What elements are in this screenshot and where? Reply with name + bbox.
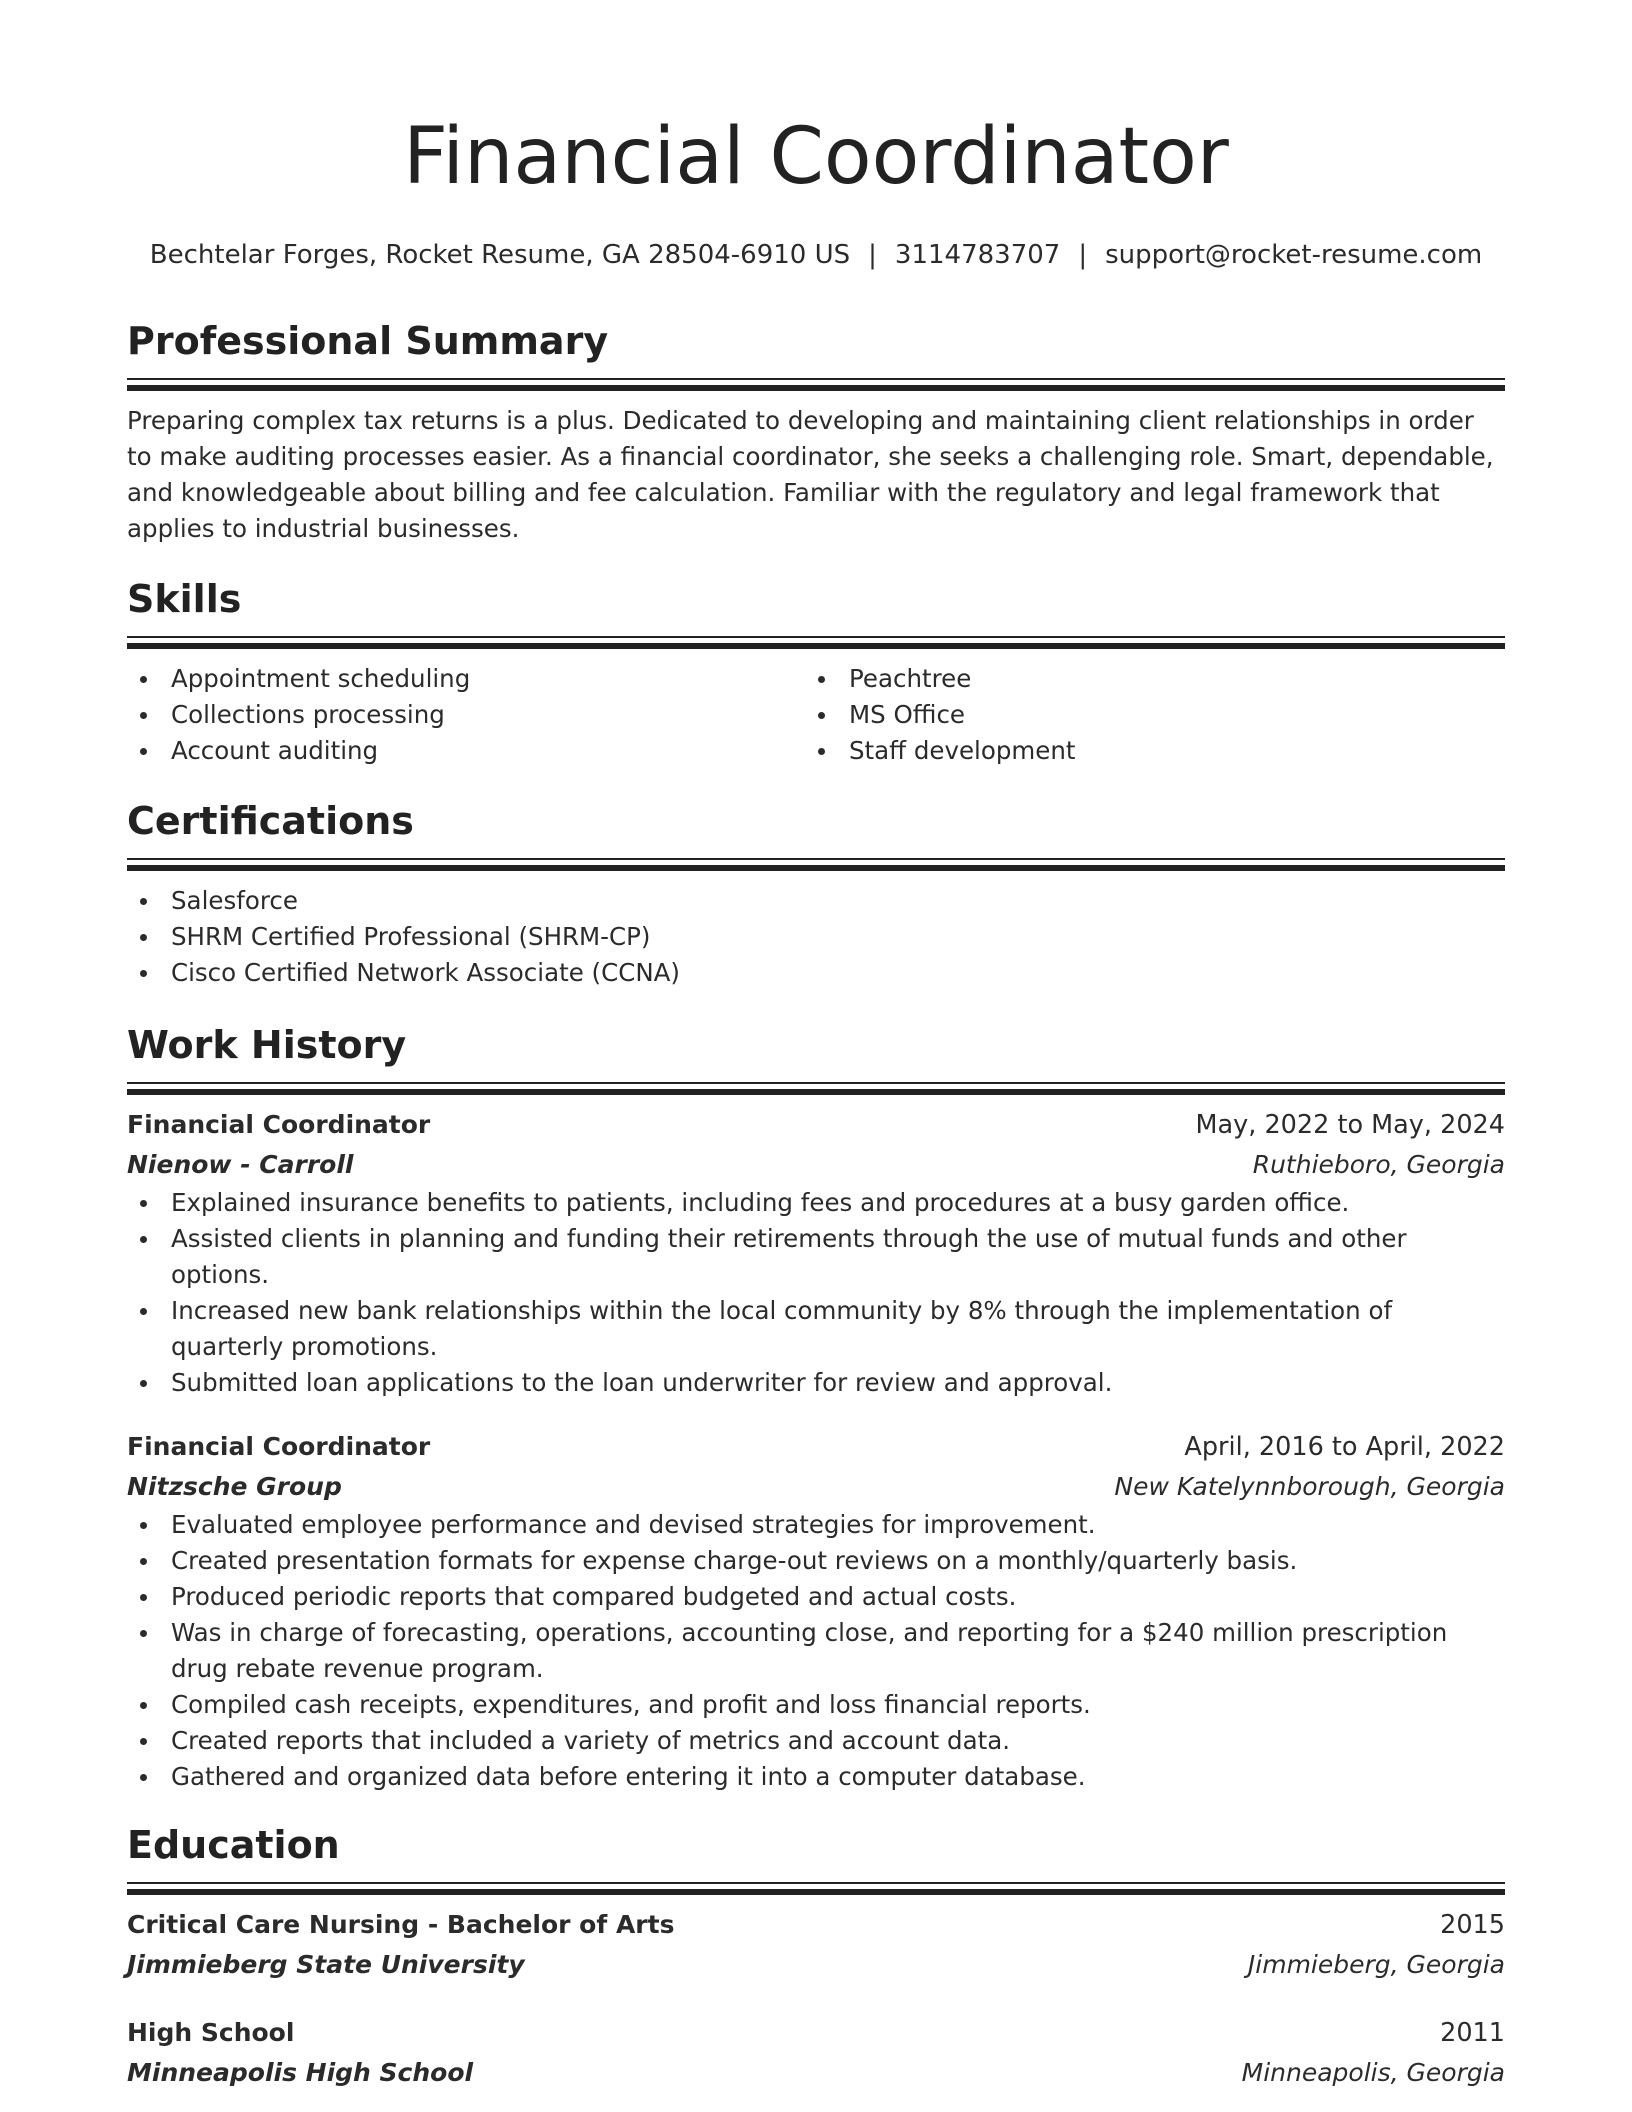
job-company: Nienow - Carroll bbox=[127, 1150, 354, 1179]
job-company-row bbox=[127, 1467, 1505, 1507]
contact-address: Bechtelar Forges, Rocket Resume, GA 28504-6910 US bbox=[149, 240, 851, 270]
education-degree: Critical Care Nursing - Bachelor of Arts bbox=[127, 1910, 675, 1939]
education-degree: High School bbox=[127, 2018, 295, 2047]
job-company-row bbox=[127, 1145, 1505, 1185]
education-heading: Education bbox=[127, 1823, 340, 1867]
section-rule-thick bbox=[127, 643, 1505, 649]
job-company: Nitzsche Group bbox=[127, 1472, 342, 1501]
section-rule-thick bbox=[127, 1889, 1505, 1895]
skills-columns bbox=[127, 661, 1505, 769]
education-school: Minneapolis High School bbox=[127, 2058, 474, 2087]
job-dates: April, 2016 to April, 2022 bbox=[1184, 1432, 1505, 1462]
skill-item: Collections processing bbox=[127, 697, 805, 733]
job-dates: May, 2022 to May, 2024 bbox=[1195, 1110, 1505, 1140]
job-bullet: Compiled cash receipts, expenditures, and profit and loss financial reports. bbox=[127, 1687, 1505, 1723]
section-rule-thick bbox=[127, 385, 1505, 391]
job-header-row bbox=[127, 1427, 1505, 1467]
skills-list-right bbox=[805, 661, 1483, 769]
education-year: 2015 bbox=[1440, 1910, 1505, 1940]
section-rule-thin bbox=[127, 1882, 1505, 1884]
job-header-row bbox=[127, 1105, 1505, 1145]
education-school-row bbox=[127, 1945, 1505, 1985]
job-bullet: Produced periodic reports that compared budgeted and actual costs. bbox=[127, 1579, 1505, 1615]
section-rule-thin bbox=[127, 858, 1505, 860]
section-rule-thick bbox=[127, 865, 1505, 871]
contact-separator: | bbox=[868, 240, 877, 270]
job-bullet: Submitted loan applications to the loan underwriter for review and approval. bbox=[127, 1365, 1505, 1401]
job-title: Financial Coordinator bbox=[127, 1432, 431, 1461]
education-header-row bbox=[127, 1905, 1505, 1945]
certifications-heading: Certifications bbox=[127, 799, 414, 843]
job-bullets bbox=[127, 1507, 1505, 1795]
skill-item: Appointment scheduling bbox=[127, 661, 805, 697]
job-location: New Katelynnborough, Georgia bbox=[1114, 1472, 1505, 1501]
job-location: Ruthieboro, Georgia bbox=[1252, 1150, 1505, 1179]
contact-separator: | bbox=[1078, 240, 1088, 270]
skills-heading: Skills bbox=[127, 577, 242, 621]
skill-item: MS Office bbox=[805, 697, 1483, 733]
section-rule-thin bbox=[127, 1082, 1505, 1084]
certification-item: Cisco Certified Network Associate (CCNA) bbox=[127, 955, 1505, 991]
education-header-row bbox=[127, 2013, 1505, 2053]
work-history-heading: Work History bbox=[127, 1023, 407, 1067]
resume-title: Financial Coordinator bbox=[403, 112, 1229, 202]
certification-item: SHRM Certified Professional (SHRM-CP) bbox=[127, 919, 1505, 955]
education-section bbox=[127, 1823, 1505, 2093]
summary-text: Preparing complex tax returns is a plus. Dedicated to developing and maintaining client relationships in order to make auditing processes easier. As a financial coordinator, she seeks a challenging role. Smart, dependable, and knowledgeable about billing and fee calculation. Familiar with the regulatory and legal framework that applies to industrial businesses. bbox=[127, 406, 1494, 543]
job-bullet: Explained insurance benefits to patients, including fees and procedures at a busy garden office. bbox=[127, 1185, 1505, 1221]
job-bullets bbox=[127, 1185, 1505, 1401]
education-entry bbox=[127, 2013, 1505, 2093]
summary-section bbox=[127, 319, 1505, 547]
contact-phone[interactable]: 3114783707 bbox=[894, 240, 1061, 270]
job-bullet: Increased new bank relationships within the local community by 8% through the implementation of quarterly promotions. bbox=[127, 1293, 1505, 1365]
education-location: Minneapolis, Georgia bbox=[1241, 2058, 1505, 2087]
education-entry bbox=[127, 1905, 1505, 1985]
job-bullet: Created reports that included a variety of metrics and account data. bbox=[127, 1723, 1505, 1759]
job-bullet: Gathered and organized data before entering it into a computer database. bbox=[127, 1759, 1505, 1795]
job-title: Financial Coordinator bbox=[127, 1110, 431, 1139]
skills-list-left bbox=[127, 661, 805, 769]
education-year: 2011 bbox=[1440, 2018, 1505, 2048]
skills-section bbox=[127, 577, 1505, 769]
job-bullet: Created presentation formats for expense charge-out reviews on a monthly/quarterly basis. bbox=[127, 1543, 1505, 1579]
education-location: Jimmieberg, Georgia bbox=[1247, 1950, 1505, 1979]
certifications-section bbox=[127, 799, 1505, 991]
section-rule-thin bbox=[127, 378, 1505, 380]
contact-line bbox=[127, 240, 1505, 270]
education-school-row bbox=[127, 2053, 1505, 2093]
job-bullet: Was in charge of forecasting, operations, accounting close, and reporting for a $240 million prescription drug rebate revenue program. bbox=[127, 1615, 1505, 1687]
section-rule-thin bbox=[127, 636, 1505, 638]
summary-heading: Professional Summary bbox=[127, 319, 609, 363]
skill-item: Staff development bbox=[805, 733, 1483, 769]
certification-item: Salesforce bbox=[127, 883, 1505, 919]
certifications-list bbox=[127, 883, 1505, 991]
job-bullet: Assisted clients in planning and funding their retirements through the use of mutual funds and other options. bbox=[127, 1221, 1505, 1293]
skill-item: Account auditing bbox=[127, 733, 805, 769]
work-history-section bbox=[127, 1023, 1505, 1795]
job-entry bbox=[127, 1105, 1505, 1401]
skill-item: Peachtree bbox=[805, 661, 1483, 697]
job-bullet: Evaluated employee performance and devised strategies for improvement. bbox=[127, 1507, 1505, 1543]
section-rule-thick bbox=[127, 1089, 1505, 1095]
contact-email[interactable]: support@rocket-resume.com bbox=[1105, 240, 1483, 270]
job-entry bbox=[127, 1427, 1505, 1795]
education-school: Jimmieberg State University bbox=[127, 1950, 525, 1979]
